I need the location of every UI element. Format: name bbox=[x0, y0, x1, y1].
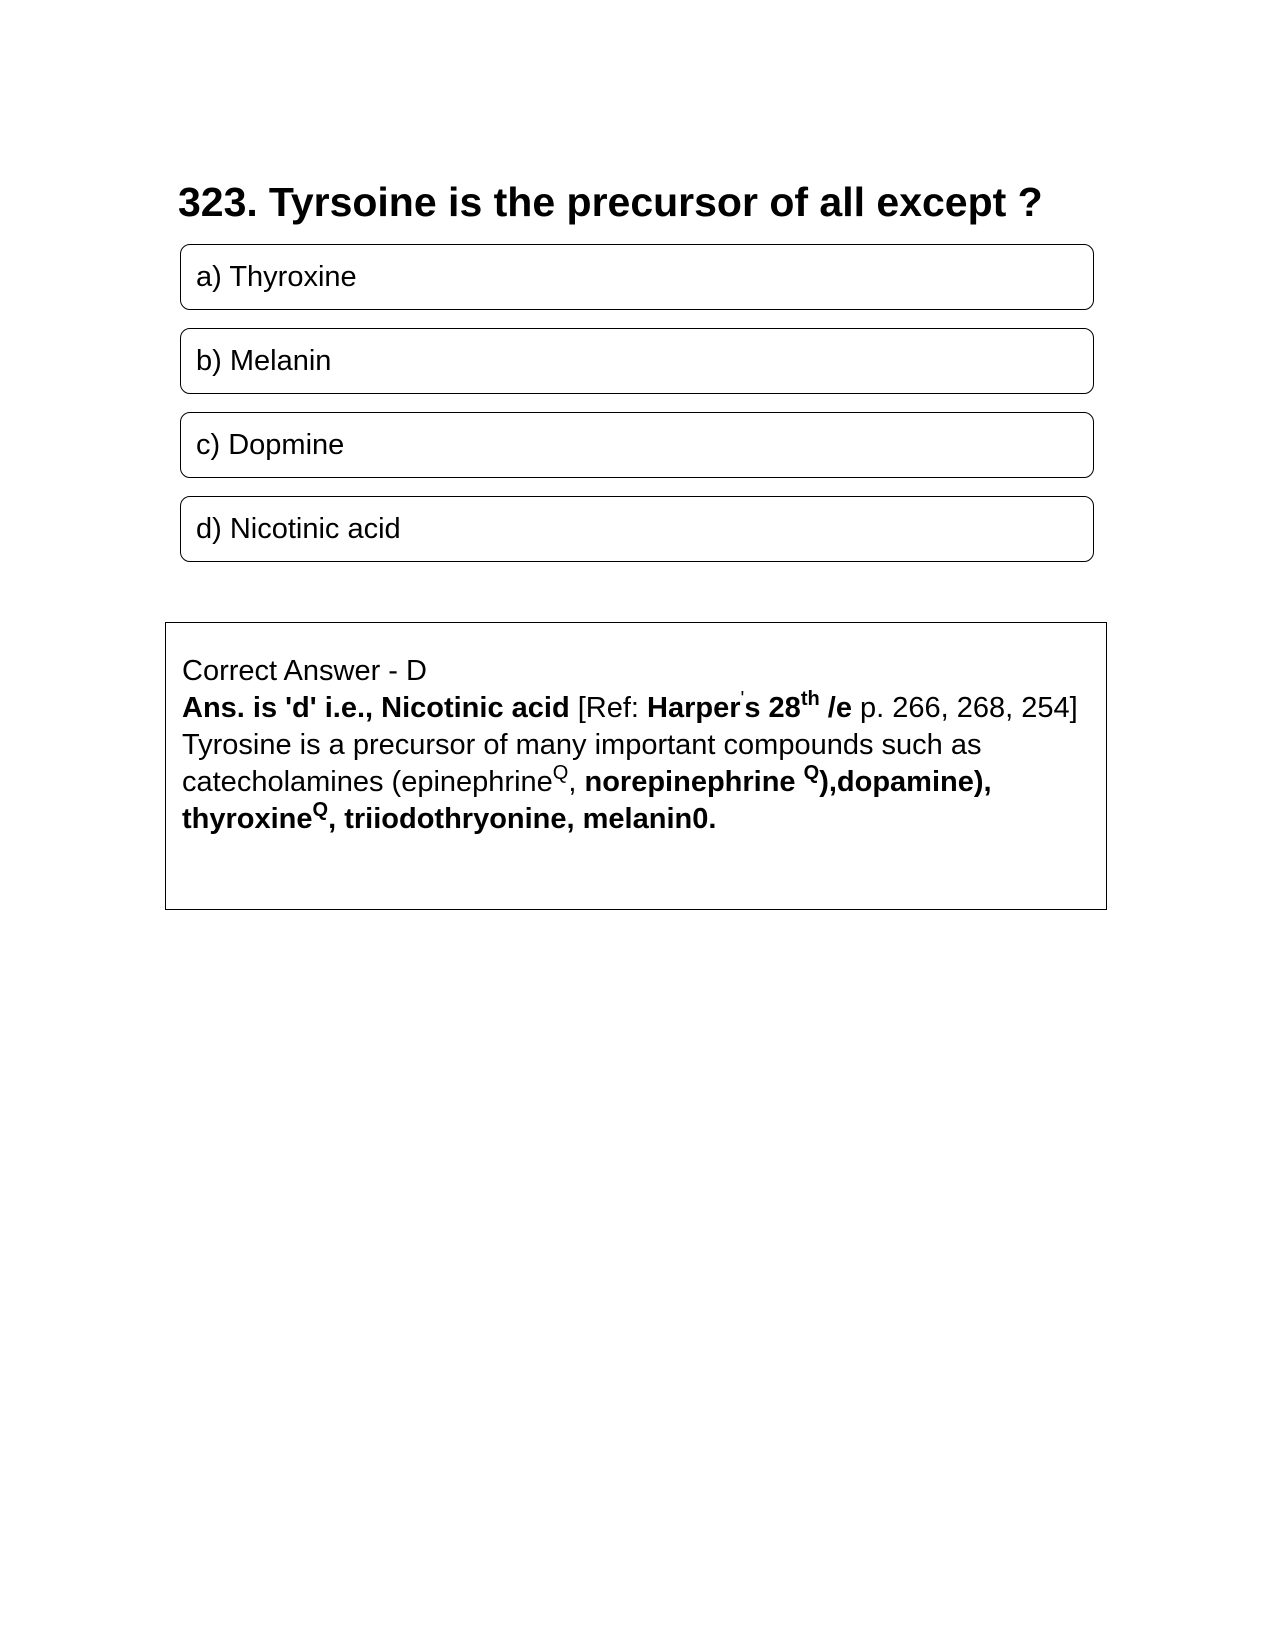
reference-book: Harper bbox=[647, 692, 741, 724]
explanation-start: Tyrosine is a precursor of many important compounds such as catecholamines (epinephrine bbox=[182, 729, 982, 798]
explanation-rest: , triiodothryonine, melanin0. bbox=[328, 803, 717, 835]
reference-edition-number: s 28 bbox=[744, 692, 801, 724]
question-number: 323. bbox=[178, 179, 258, 225]
dopamine-thyroxine-text: ),dopamine), thyroxine bbox=[182, 766, 992, 835]
explanation-text bbox=[182, 727, 1082, 838]
q-mark-superscript: Q bbox=[803, 762, 820, 784]
question-heading bbox=[178, 176, 1098, 228]
q-mark-superscript: Q bbox=[312, 799, 329, 821]
norepinephrine-text: norepinephrine bbox=[584, 766, 804, 798]
answer-explanation-box bbox=[165, 622, 1107, 910]
answer-reference-line bbox=[182, 690, 1082, 727]
option-a[interactable]: a) Thyroxine bbox=[180, 244, 1094, 310]
explanation-comma: , bbox=[568, 766, 585, 798]
question-text: Tyrsoine is the precursor of all except ? bbox=[268, 179, 1043, 225]
q-mark-superscript: Q bbox=[552, 762, 569, 784]
answer-statement: Ans. is 'd' i.e., Nicotinic acid bbox=[182, 692, 570, 724]
correct-answer-line: Correct Answer - D bbox=[182, 655, 427, 687]
reference-open: [Ref: bbox=[569, 692, 648, 724]
option-b[interactable]: b) Melanin bbox=[180, 328, 1094, 394]
reference-pages: p. 266, 268, 254] bbox=[851, 692, 1078, 724]
reference-edition: /e bbox=[819, 692, 852, 724]
option-d[interactable]: d) Nicotinic acid bbox=[180, 496, 1094, 562]
reference-th-superscript: th bbox=[800, 688, 820, 710]
option-c[interactable]: c) Dopmine bbox=[180, 412, 1094, 478]
reference-apostrophe: ' bbox=[740, 688, 745, 710]
answer-content bbox=[182, 653, 1082, 838]
